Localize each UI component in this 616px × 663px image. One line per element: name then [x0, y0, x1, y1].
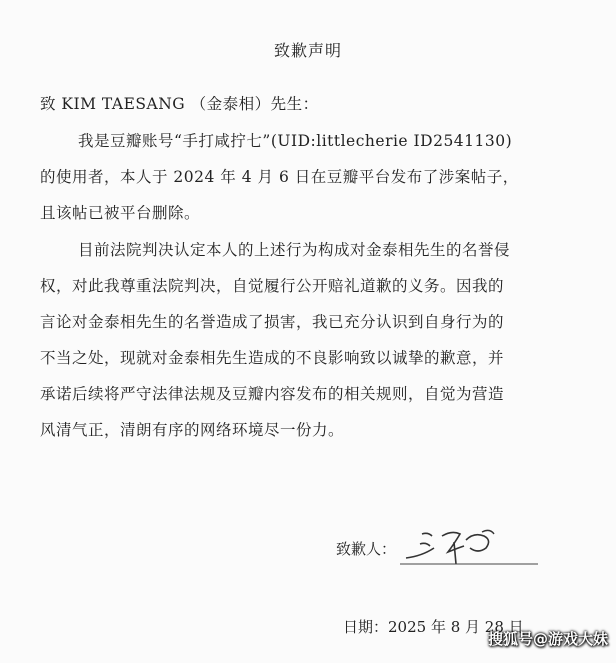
document-title: 致歉声明 — [273, 41, 342, 60]
watermark: 搜狐号@游戏大妹 — [487, 630, 608, 648]
paragraph1-line3: 且该帖已被平台删除。 — [40, 204, 201, 222]
document-date: 日期：2025 年 8 月 28 日 — [343, 618, 524, 636]
paragraph2-line1: 目前法院判决认定本人的上述行为构成对金泰相先生的名誉侵 — [78, 241, 511, 259]
paragraph2-line2: 权，对此我尊重法院判决，自觉履行公开赔礼道歉的义务。因我的 — [40, 277, 505, 295]
salutation: 致 KIM TAESANG （金泰相）先生： — [40, 95, 319, 113]
signature-label: 致歉人： — [336, 540, 397, 558]
paragraph2-line6: 风清气正，清朗有序的网络环境尽一份力。 — [40, 421, 345, 439]
paragraph1-line1: 我是豆瓣账号“手打咸拧七”(UID:littlecherie ID2541130) — [78, 132, 513, 150]
paragraph2-line5: 承诺后续将严守法律法规及豆瓣内容发布的相关规则，自觉为营造 — [40, 385, 505, 403]
paragraph2-line3: 言论对金泰相先生的名誉造成了损害，我已充分认识到自身行为的 — [40, 313, 505, 331]
paragraph2-line4: 不当之处，现就对金泰相先生造成的不良影响致以诚挚的歉意，并 — [40, 349, 505, 367]
handwritten-signature — [400, 518, 540, 568]
paragraph1-line2: 的使用者，本人于 2024 年 4 月 6 日在豆瓣平台发布了涉案帖子， — [40, 168, 519, 186]
